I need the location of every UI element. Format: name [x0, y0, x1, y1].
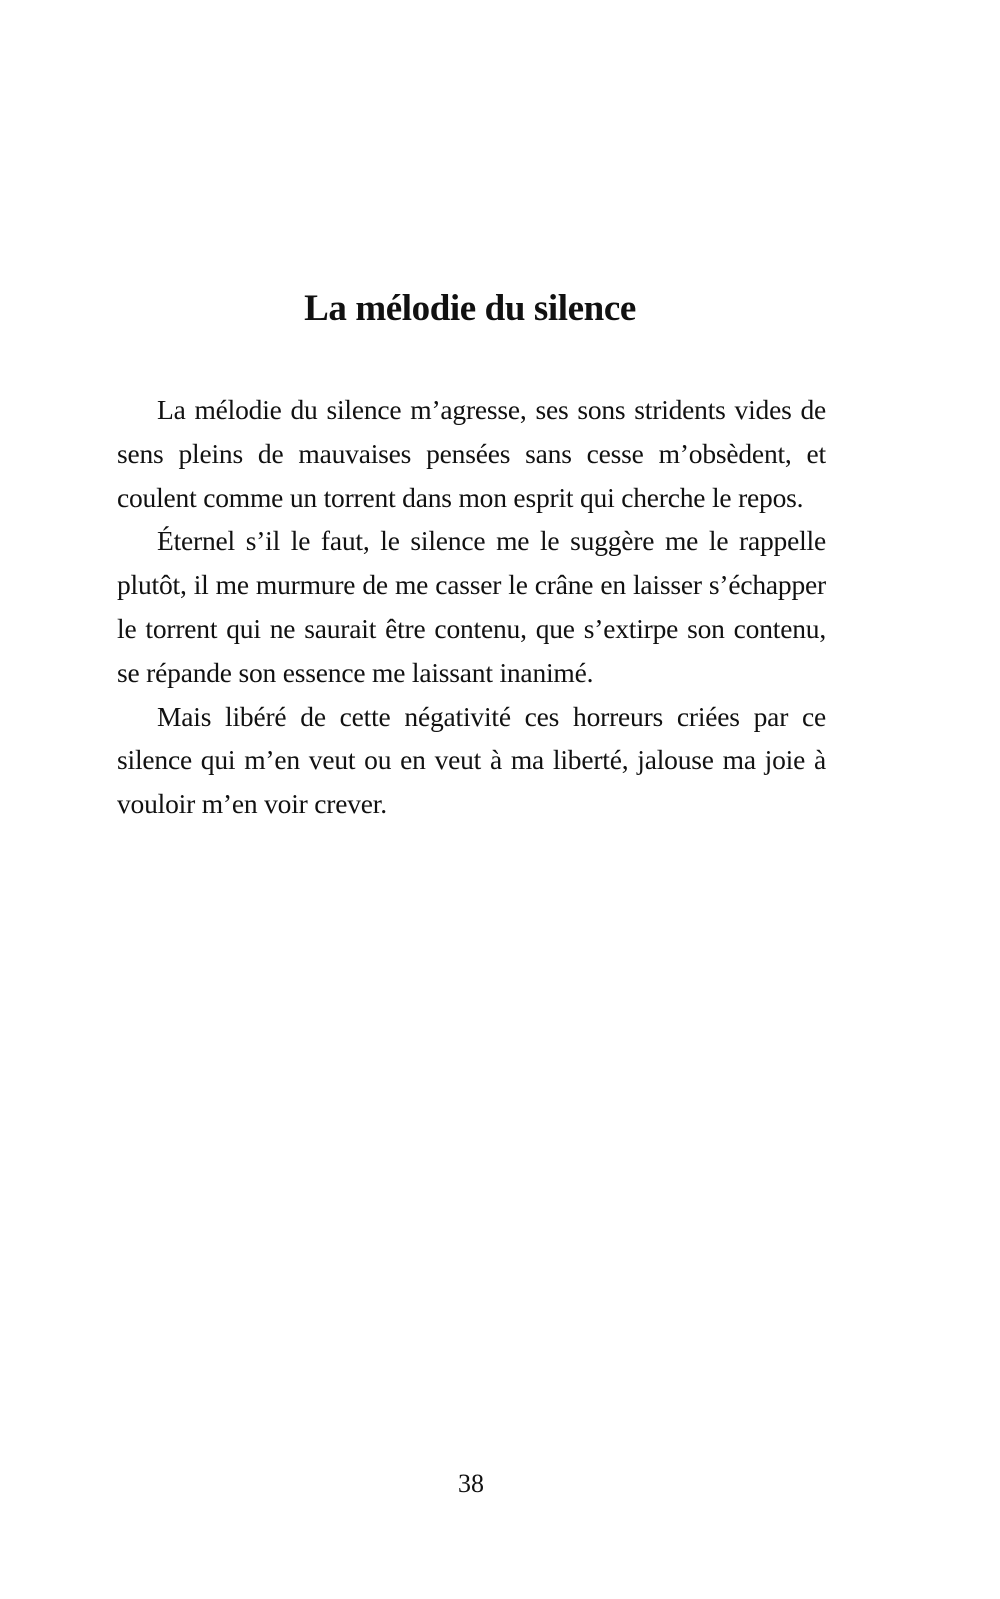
paragraph-3: Mais libéré de cette négativité ces horreurs criées par ce silence qui m’en veut ou en veut à ma liberté, jalouse ma joie à vouloir m’en voir crever. — [117, 700, 826, 820]
chapter-title: La mélodie du silence — [304, 287, 636, 329]
paragraph-2: Éternel s’il le faut, le silence me le suggère me le rappelle plutôt, il me murmure de me casser le crâne en laisser s’échapper le torrent qui ne saurait être contenu, que s’extirpe son contenu, se répande son essence me laissant inanimé. — [117, 525, 826, 688]
paragraph-1: La mélodie du silence m’agresse, ses sons stridents vides de sens pleins de mauvaises pensées sans cesse m’obsèdent, et coulent comme un torrent dans mon esprit qui cherche le repos. — [117, 394, 826, 513]
chapter-body — [117, 388, 826, 826]
page-number: 38 — [458, 1469, 484, 1498]
